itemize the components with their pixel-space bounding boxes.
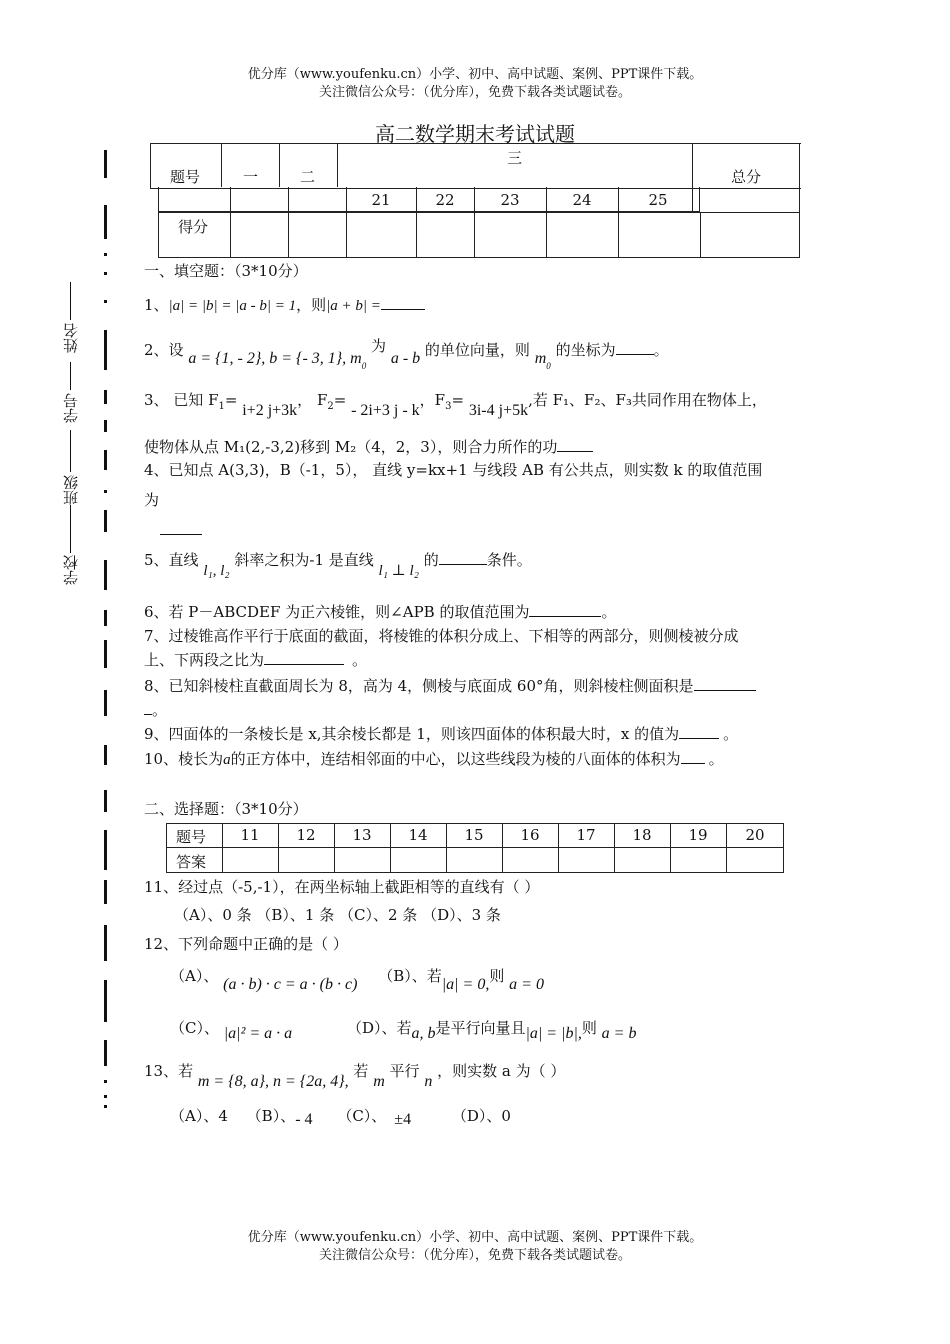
q6-blank[interactable] xyxy=(529,602,601,617)
q2-math2: a - b xyxy=(390,350,421,367)
cut-line xyxy=(104,205,107,239)
cut-line xyxy=(104,745,107,765)
q13-parallel: 平行 xyxy=(389,1062,420,1080)
cut-dot xyxy=(104,1080,107,1083)
cut-dot xyxy=(104,272,107,275)
cut-line xyxy=(104,150,107,178)
cut-line xyxy=(104,390,107,404)
q2-blank[interactable] xyxy=(616,340,654,355)
q12-option-a: （A）、 xyxy=(170,967,219,985)
grid-line xyxy=(700,212,701,258)
q5-math: l₁, l₂ xyxy=(203,563,230,579)
q3-f3: 3i-4 j+5k xyxy=(468,402,529,419)
q3-eq1: = xyxy=(224,391,238,409)
answer-num-20: 20 xyxy=(745,826,765,844)
question-4-line1: 4、已知点 A(3,3)，B（-1，5）， 直线 y=kx+1 与线段 AB 有公共点，则实数 k 的取值范围 xyxy=(144,461,763,479)
q12-option-d-text: 是平行向量且 xyxy=(435,1019,526,1037)
q13-option-d: （D）、0 xyxy=(451,1107,511,1125)
school-label: 学校 xyxy=(62,555,80,585)
q12-option-d-then: 则 xyxy=(581,1019,597,1037)
q9-blank[interactable] xyxy=(679,724,719,739)
name-label: 姓名 xyxy=(62,323,80,353)
cut-line xyxy=(104,450,107,470)
cut-line xyxy=(104,510,107,532)
question-7-line2 xyxy=(144,650,367,670)
q2-end: 。 xyxy=(653,341,669,359)
q12-option-b-math2: a = 0 xyxy=(509,976,544,993)
q2-text: 的单位向量，则 xyxy=(424,341,530,359)
question-3 xyxy=(144,390,767,417)
q3-eq2: = xyxy=(333,391,347,409)
q7-line2-text: 上、下两段之比为 xyxy=(144,651,265,669)
q1-mid: ，则 xyxy=(296,296,327,314)
q10-blank[interactable] xyxy=(681,749,705,764)
q8-end: 。 xyxy=(152,701,168,719)
number-label: 学号 xyxy=(62,393,80,423)
question-7-line1: 7、过棱锥高作平行于底面的截面，将棱锥的体积分成上、下相等的两部分，则侧棱被分成 xyxy=(144,627,739,645)
section1-heading: 一、填空题：（3*10分） xyxy=(144,262,308,280)
exam-title: 高二数学期末考试试题 xyxy=(375,122,575,146)
q9-text: 9、四面体的一条棱长是 x,其余棱长都是 1，则该四面体的体积最大时，x 的值为 xyxy=(144,725,680,743)
cut-line xyxy=(104,925,107,961)
q1-blank[interactable] xyxy=(381,295,425,310)
q12-option-d-math3: a = b xyxy=(601,1025,637,1042)
q3-blank[interactable] xyxy=(557,437,593,452)
q12-option-b-math: |a| = 0, xyxy=(441,976,490,993)
question-3-line2 xyxy=(144,437,593,457)
footer-line-2: 关注微信公众号：（优分库），免费下载各类试题试卷。 xyxy=(318,1248,631,1263)
q5-de: 的 xyxy=(423,551,439,569)
q5-blank[interactable] xyxy=(439,550,487,565)
q8-blank-2[interactable] xyxy=(144,700,152,715)
answer-num-12: 12 xyxy=(296,826,316,844)
cut-line xyxy=(104,790,107,812)
q2-math: a = {1, - 2}, b = {- 3, 1}, m xyxy=(188,350,362,367)
q3-c2: ，F xyxy=(419,391,446,409)
cut-line xyxy=(104,560,107,590)
q12-option-a-math: (a · b) · c = a · (b · c) xyxy=(223,976,358,993)
question-11: 11、经过点（-5,-1），在两坐标轴上截距相等的直线有（ ） xyxy=(144,878,540,896)
class-label: 班级 xyxy=(62,475,80,505)
q1-math: |a| = |b| = |a - b| = 1 xyxy=(168,298,297,314)
cut-dot xyxy=(104,1095,107,1098)
col-two-label: 二 xyxy=(300,168,316,186)
col-one-label: 一 xyxy=(243,168,259,186)
q3-c1: ， F xyxy=(297,391,328,409)
q1-math2: |a + b| = xyxy=(326,298,381,314)
q3-f1: i+2 j+3k xyxy=(242,402,298,419)
class-blank[interactable] xyxy=(70,430,71,472)
q5-mid: 斜率之积为-1 是直线 xyxy=(234,551,374,569)
answer-num-11: 11 xyxy=(240,826,260,844)
answer-num-13: 13 xyxy=(352,826,372,844)
sub-21: 21 xyxy=(371,191,391,209)
question-8-line1 xyxy=(144,676,756,696)
q10-end: 。 xyxy=(708,750,724,768)
q12-option-d-math2: |a| = |b|, xyxy=(525,1025,582,1042)
answer-num-15: 15 xyxy=(464,826,484,844)
q2-number: 2、设 xyxy=(144,341,184,359)
q5-end: 条件。 xyxy=(486,551,532,569)
q3-line2-text: 使物体从点 M₁(2,-3,2)移到 M₂（4，2，3），则合力所作的功 xyxy=(144,438,558,456)
q2-wei: 为 xyxy=(371,337,387,355)
question-9 xyxy=(144,724,738,744)
answer-num-18: 18 xyxy=(632,826,652,844)
q6-text: 6、若 P－ABCDEF 为正六棱锥，则∠APB 的取值范围为 xyxy=(144,603,530,621)
q2-subscript-2: 0 xyxy=(546,361,551,371)
q9-end: 。 xyxy=(723,725,739,743)
answer-num-16: 16 xyxy=(520,826,540,844)
cut-line xyxy=(104,640,107,668)
question-8-line2 xyxy=(144,700,167,720)
q5-math2: l₁ ⊥ l₂ xyxy=(378,563,419,579)
q3-sub1: 1 xyxy=(218,401,225,412)
answer-num-17: 17 xyxy=(576,826,596,844)
cut-line xyxy=(104,1040,107,1066)
col-three-label: 三 xyxy=(507,149,523,167)
q2-math3: m xyxy=(534,350,547,367)
cut-line xyxy=(104,420,107,432)
tihao-label: 题号 xyxy=(170,168,201,186)
q10-var: a xyxy=(223,752,231,768)
q12-option-d-math: a, b xyxy=(411,1025,436,1042)
q4-blank[interactable] xyxy=(160,534,202,535)
cut-line xyxy=(104,330,107,370)
q6-end: 。 xyxy=(601,603,617,621)
answer-tihao: 题号 xyxy=(176,828,207,846)
cut-dot xyxy=(104,1105,107,1108)
q3-number: 3、 已知 F xyxy=(144,391,219,409)
cut-dot xyxy=(104,490,107,493)
q13-ruo: 若 xyxy=(353,1062,369,1080)
q12-option-b-then: 则 xyxy=(489,967,505,985)
question-11-options: （A）、0 条 （B）、1 条 （C）、2 条 （D）、3 条 xyxy=(174,906,501,924)
q13-option-c: （C）、 xyxy=(337,1107,387,1125)
q12-option-c-math: |a|² = a · a xyxy=(223,1025,293,1042)
q3-tail: ,若 F₁、F₂、F₃共同作用在物体上， xyxy=(528,391,767,409)
cut-line xyxy=(104,980,107,1022)
sub-25: 25 xyxy=(648,191,668,209)
q13-n: n xyxy=(424,1073,433,1090)
q13-option-a: （A）、4 xyxy=(170,1107,228,1125)
school-blank[interactable] xyxy=(70,505,71,553)
q12-option-b: （B）、若 xyxy=(378,967,442,985)
footer-line-1: 优分库（www.youfenku.cn）小学、初中、高中试题、案例、PPT课件下载。 xyxy=(247,1230,703,1245)
cut-line xyxy=(104,830,107,870)
q2-text2: 的坐标为 xyxy=(555,341,616,359)
q13-number: 13、若 xyxy=(144,1062,194,1080)
q10-a: 10、棱长为 xyxy=(144,750,224,768)
question-12-ab xyxy=(170,966,544,993)
question-13-options xyxy=(170,1106,511,1127)
answer-daan: 答案 xyxy=(176,853,207,871)
question-5 xyxy=(144,550,532,579)
q2-subscript: 0 xyxy=(361,361,367,371)
q7-blank[interactable] xyxy=(264,650,344,665)
cut-line xyxy=(104,690,107,716)
q5-number: 5、直线 xyxy=(144,551,199,569)
name-blank[interactable] xyxy=(70,282,71,320)
question-4-line2: 为 xyxy=(144,491,160,509)
q13-m: m xyxy=(373,1073,385,1090)
question-2 xyxy=(144,337,669,371)
q7-end: 。 xyxy=(352,651,368,669)
header-line-1: 优分库（www.youfenku.cn）小学、初中、高中试题、案例、PPT课件下载。 xyxy=(247,67,703,82)
defen-label: 得分 xyxy=(178,218,209,236)
question-10 xyxy=(144,749,724,770)
question-12: 12、下列命题中正确的是（ ） xyxy=(144,935,348,953)
q13-tail: ，则实数 a 为（ ） xyxy=(437,1062,566,1080)
cut-line xyxy=(104,880,107,904)
q8-blank[interactable] xyxy=(694,676,756,691)
cut-line xyxy=(104,610,107,626)
answer-num-14: 14 xyxy=(408,826,428,844)
sub-24: 24 xyxy=(572,191,592,209)
q13-option-b: （B）、 xyxy=(246,1107,296,1125)
q12-option-c: （C）、 xyxy=(170,1019,219,1037)
section2-heading: 二、选择题：（3*10分） xyxy=(144,800,308,818)
q3-eq3: = xyxy=(451,391,465,409)
cut-dot xyxy=(104,300,107,303)
question-12-cd xyxy=(170,1018,637,1042)
answer-table-divider xyxy=(166,847,784,848)
defen-row xyxy=(158,212,800,258)
q3-f2: - 2i+3 j - k xyxy=(351,402,420,419)
header-line-2: 关注微信公众号：（优分库），免费下载各类试题试卷。 xyxy=(318,85,631,100)
q8-text: 8、已知斜棱柱直截面周长为 8，高为 4，侧棱与底面成 60°角，则斜棱柱侧面积是 xyxy=(144,677,694,695)
number-blank[interactable] xyxy=(70,362,71,390)
question-13 xyxy=(144,1061,566,1090)
sub-22: 22 xyxy=(435,191,455,209)
question-1 xyxy=(144,295,425,316)
q13-option-c-value: ±4 xyxy=(394,1111,412,1128)
sub-23: 23 xyxy=(500,191,520,209)
q1-number: 1、 xyxy=(144,296,169,314)
q3-sub3: 3 xyxy=(445,401,452,412)
cut-dot xyxy=(104,253,107,256)
q13-option-b-value: - 4 xyxy=(295,1111,313,1128)
q12-option-d: （D）、若 xyxy=(346,1019,412,1037)
total-label: 总分 xyxy=(731,168,762,186)
q13-math: m = {8, a}, n = {2a, 4}, xyxy=(197,1073,349,1090)
q3-sub2: 2 xyxy=(327,401,334,412)
question-6 xyxy=(144,602,616,622)
q10-b: 的正方体中，连结相邻面的中心，以这些线段为棱的八面体的体积为 xyxy=(230,750,681,768)
answer-num-19: 19 xyxy=(688,826,708,844)
